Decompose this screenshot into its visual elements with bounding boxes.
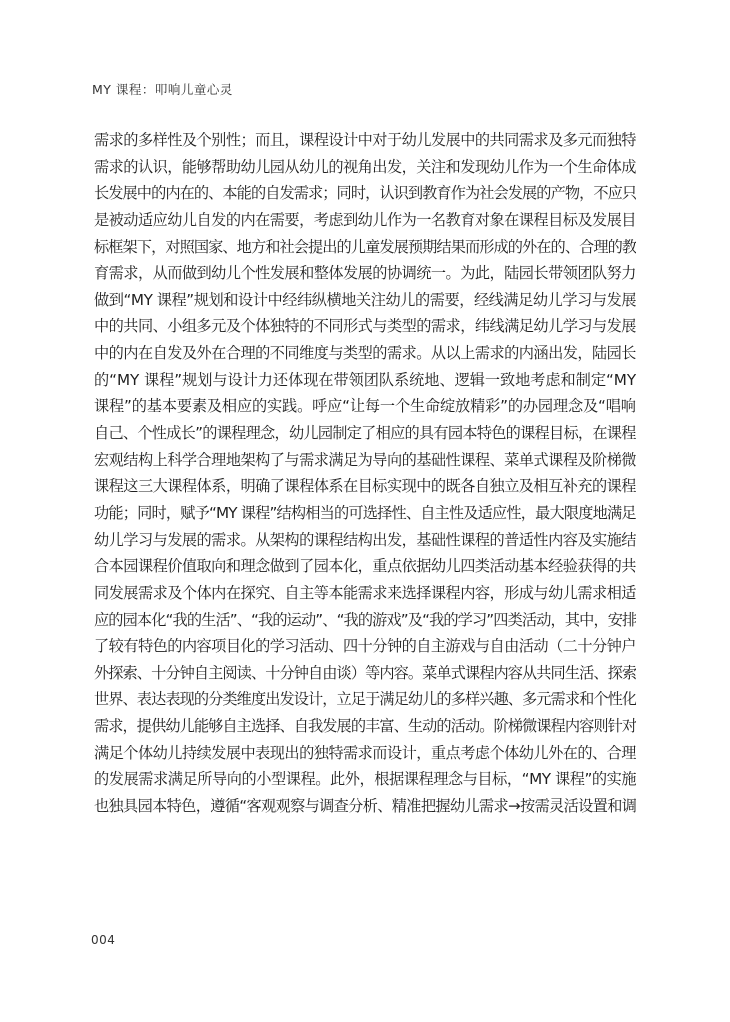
text-line: 长发展中的内在的、本能的自发需求；同时，认识到教育作为社会发展的产物，不应只	[94, 184, 636, 203]
text-line: 做到“MY 课程”规划和设计中经纬纵横地关注幼儿的需要，经线满足幼儿学习与发展	[94, 290, 636, 309]
text-line: 也独具园本特色，遵循“客观观察与调查分析、精准把握幼儿需求→按需灵活设置和调	[94, 797, 636, 816]
text-line: 需求，提供幼儿能够自主选择、自我发展的丰富、生动的活动。阶梯微课程内容则针对	[94, 717, 636, 736]
text-line: 是被动适应幼儿自发的内在需要，考虑到幼儿作为一名教育对象在课程目标及发展目	[94, 210, 636, 229]
text-line: 同发展需求及个体内在探究、自主等本能需求来选择课程内容，形成与幼儿需求相适	[94, 583, 636, 602]
text-line: 外探索、十分钟自主阅读、十分钟自由谈）等内容。菜单式课程内容从共同生活、探索	[94, 663, 636, 682]
text-line: 功能；同时，赋予“MY 课程”结构相当的可选择性、自主性及适应性，最大限度地满足	[94, 503, 636, 522]
text-line: 育需求，从而做到幼儿个性发展和整体发展的协调统一。为此，陆园长带领团队努力	[94, 264, 636, 283]
text-line: 中的内在自发及外在合理的不同维度与类型的需求。从以上需求的内涵出发，陆园长	[94, 344, 636, 363]
text-line: 需求的认识，能够帮助幼儿园从幼儿的视角出发，关注和发现幼儿作为一个生命体成	[94, 157, 636, 176]
text-line: 自己、个性成长”的课程理念，幼儿园制定了相应的具有园本特色的课程目标，在课程	[94, 424, 636, 443]
text-line: 课程”的基本要素及相应的实践。呼应“让每一个生命绽放精彩”的办园理念及“唱响	[94, 397, 636, 416]
text-line: 中的共同、小组多元及个体独特的不同形式与类型的需求，纬线满足幼儿学习与发展	[94, 317, 636, 336]
text-line: 满足个体幼儿持续发展中表现出的独特需求而设计，重点考虑个体幼儿外在的、合理	[94, 743, 636, 762]
text-line: 幼儿学习与发展的需求。从架构的课程结构出发，基础性课程的普适性内容及实施结	[94, 530, 636, 549]
text-line: 合本园课程价值取向和理念做到了园本化，重点依据幼儿四类活动基本经验获得的共	[94, 557, 636, 576]
body-paragraph	[94, 127, 636, 820]
text-line: 标框架下，对照国家、地方和社会提出的儿童发展预期结果而形成的外在的、合理的教	[94, 237, 636, 256]
text-line: 了较有特色的内容项目化的学习活动、四十分钟的自主游戏与自由活动（二十分钟户	[94, 637, 636, 656]
text-line: 宏观结构上科学合理地架构了与需求满足为导向的基础性课程、菜单式课程及阶梯微	[94, 450, 636, 469]
text-line: 需求的多样性及个别性；而且，课程设计中对于幼儿发展中的共同需求及多元而独特	[94, 131, 636, 149]
text-line: 的“MY 课程”规划与设计力还体现在带领团队系统地、逻辑一致地考虑和制定“MY	[94, 370, 636, 389]
text-line: 课程这三大课程体系，明确了课程体系在目标实现中的既各自独立及相互补充的课程	[94, 477, 636, 496]
text-line: 应的园本化“我的生活”、“我的运动”、“我的游戏”及“我的学习”四类活动，其中，安排	[94, 610, 636, 629]
running-header-title: MY 课程：叩响儿童心灵	[92, 82, 233, 97]
page-number: 004	[91, 933, 116, 947]
text-line: 世界、表达表现的分类维度出发设计，立足于满足幼儿的多样兴趣、多元需求和个性化	[94, 690, 636, 709]
text-line: 的发展需求满足所导向的小型课程。此外，根据课程理念与目标，“MY 课程”的实施	[94, 770, 636, 789]
